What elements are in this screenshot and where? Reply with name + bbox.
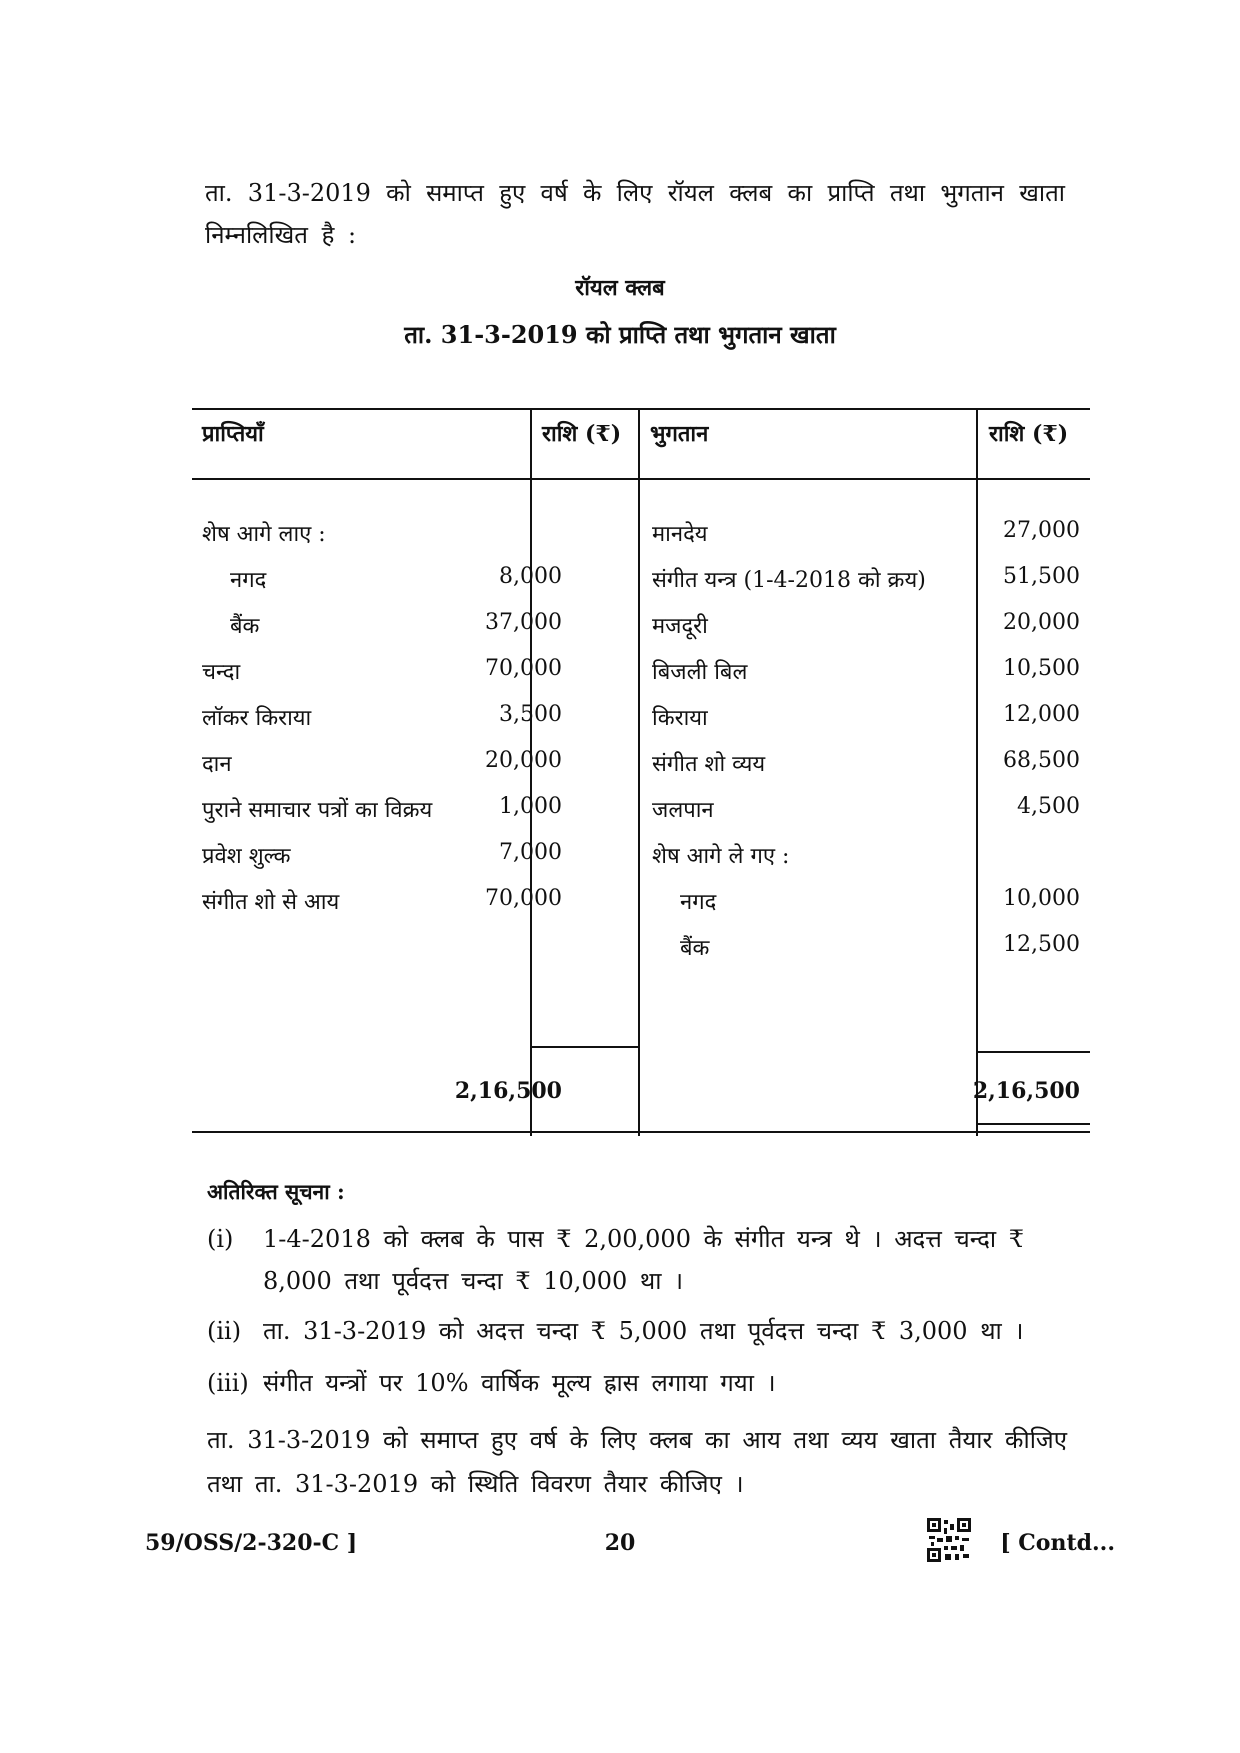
table-row — [192, 694, 1090, 738]
header-amount-receipts: राशि (₹) — [542, 421, 622, 447]
paper-code: 59/OSS/2-320-C ] — [145, 1530, 358, 1556]
table-row — [192, 924, 1090, 968]
receipt-amount: 1,000 — [499, 794, 562, 819]
receipt-label: लॉकर किराया — [202, 706, 312, 731]
receipt-amount: 8,000 — [499, 564, 562, 589]
receipt-amount: 20,000 — [485, 748, 562, 773]
payment-amount: 51,500 — [1003, 564, 1080, 589]
table-row — [192, 832, 1090, 876]
receipts-payments-table — [192, 408, 1090, 1136]
note-item — [207, 1218, 1067, 1302]
note-text: 1-4-2018 को क्लब के पास ₹ 2,00,000 के संगीत यन्त्र थे । अदत्त चन्दा ₹ 8,000 तथा पूर्वदत्त चन्दा ₹ 10,000 था । — [263, 1225, 1025, 1295]
payment-label: संगीत शो व्यय — [652, 752, 766, 777]
additional-info-heading: अतिरिक्त सूचना : — [207, 1179, 345, 1204]
header-amount-payments: राशि (₹) — [989, 421, 1069, 447]
receipt-amount: 7,000 — [499, 840, 562, 865]
payment-label: नगद — [680, 890, 717, 915]
receipt-amount: 70,000 — [485, 886, 562, 911]
payment-amount: 20,000 — [1003, 610, 1080, 635]
payment-amount: 27,000 — [1003, 518, 1080, 543]
table-top-rule — [192, 408, 1090, 410]
payment-label: जलपान — [652, 798, 714, 823]
receipt-label: नगद — [230, 568, 267, 593]
header-payments: भुगतान — [650, 421, 709, 447]
payment-amount: 4,500 — [1017, 794, 1080, 819]
note-text: ता. 31-3-2019 को अदत्त चन्दा ₹ 5,000 तथा पूर्वदत्त चन्दा ₹ 3,000 था । — [263, 1317, 1024, 1345]
continued-label: [ Contd... — [1000, 1530, 1115, 1556]
page-number: 20 — [604, 1530, 636, 1556]
payment-label: शेष आगे ले गए : — [652, 844, 790, 869]
receipt-label: बैंक — [230, 614, 260, 639]
payment-label: किराया — [652, 706, 708, 731]
payments-double-rule — [976, 1123, 1090, 1125]
payment-amount: 12,500 — [1003, 932, 1080, 957]
table-row — [192, 556, 1090, 600]
receipt-label: शेष आगे लाए : — [202, 522, 326, 547]
account-title: ता. 31-3-2019 को प्राप्ति तथा भुगतान खाता — [404, 320, 836, 349]
qr-code-icon — [927, 1518, 971, 1562]
receipt-label: दान — [202, 752, 232, 777]
question-instruction: ता. 31-3-2019 को समाप्त हुए वर्ष के लिए क्लब का आय तथा व्यय खाता तैयार कीजिए तथा ता. 31-3-2019 को स्थिति विवरण तैयार कीजिए । — [207, 1426, 1067, 1498]
table-row — [192, 786, 1090, 830]
payment-label: संगीत यन्त्र (1-4-2018 को क्रय) — [652, 568, 926, 593]
payment-amount: 68,500 — [1003, 748, 1080, 773]
note-text: संगीत यन्त्रों पर 10% वार्षिक मूल्य ह्रास लगाया गया । — [263, 1369, 776, 1397]
payment-label: बिजली बिल — [652, 660, 748, 685]
payment-amount: 10,000 — [1003, 886, 1080, 911]
payment-label: मजदूरी — [652, 614, 708, 639]
table-row — [192, 648, 1090, 692]
receipt-amount: 3,500 — [499, 702, 562, 727]
table-row — [192, 878, 1090, 922]
table-bottom-rule — [192, 1131, 1090, 1133]
receipt-label: प्रवेश शुल्क — [202, 844, 291, 869]
receipts-total: 2,16,500 — [454, 1078, 562, 1104]
intro-paragraph: ता. 31-3-2019 को समाप्त हुए वर्ष के लिए रॉयल क्लब का प्राप्ति तथा भुगतान खाता निम्नलिखित है : — [205, 179, 1065, 249]
header-bottom-rule — [192, 478, 1090, 480]
note-number: (iii) — [207, 1369, 249, 1397]
payment-amount: 10,500 — [1003, 656, 1080, 681]
payments-total-rule — [976, 1051, 1090, 1053]
note-number: (i) — [207, 1225, 234, 1253]
receipt-amount: 37,000 — [485, 610, 562, 635]
note-item — [207, 1310, 1067, 1352]
payments-total: 2,16,500 — [972, 1078, 1080, 1104]
payment-amount: 12,000 — [1003, 702, 1080, 727]
receipt-amount: 70,000 — [485, 656, 562, 681]
receipt-label: संगीत शो से आय — [202, 890, 340, 915]
table-row — [192, 602, 1090, 646]
receipts-total-rule — [530, 1046, 638, 1048]
payment-label: मानदेय — [652, 522, 708, 547]
table-row — [192, 740, 1090, 784]
club-name-title: रॉयल क्लब — [575, 275, 665, 301]
table-row — [192, 510, 1090, 554]
note-item — [207, 1362, 1067, 1404]
receipt-label: पुराने समाचार पत्रों का विक्रय — [202, 798, 433, 823]
header-receipts: प्राप्तियाँ — [202, 421, 264, 447]
payment-label: बैंक — [680, 936, 710, 961]
receipt-label: चन्दा — [202, 660, 241, 685]
note-number: (ii) — [207, 1317, 242, 1345]
